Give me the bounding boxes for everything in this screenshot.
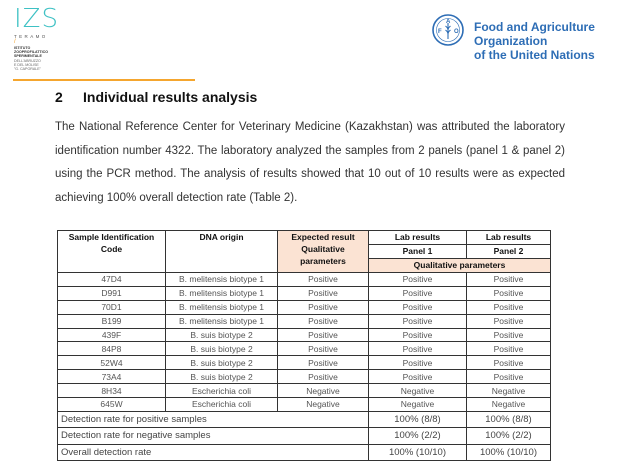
summary-panel-1: 100% (8/8) bbox=[369, 411, 467, 428]
cell-panel-2-result: Positive bbox=[467, 273, 551, 287]
table-row bbox=[58, 384, 551, 398]
section-title: Individual results analysis bbox=[83, 89, 258, 105]
table-row bbox=[58, 273, 551, 287]
cell-expected-result: Positive bbox=[278, 328, 369, 342]
cell-sample-code: 70D1 bbox=[58, 300, 166, 314]
summary-row bbox=[58, 428, 551, 445]
header-qualitative-parameters: Qualitative parameters bbox=[369, 259, 551, 273]
izs-name-line: ZOOPROFILATTICO bbox=[14, 50, 49, 55]
cell-panel-2-result: Positive bbox=[467, 370, 551, 384]
fao-emblem-letters: F bbox=[438, 29, 442, 35]
fao-name bbox=[474, 20, 623, 62]
izs-institute-name bbox=[14, 46, 74, 71]
izs-logo-mark: IZS bbox=[14, 4, 59, 34]
summary-panel-2: 100% (8/8) bbox=[467, 411, 551, 428]
cell-panel-2-result: Positive bbox=[467, 356, 551, 370]
izs-name-line: E DEL MOLISE bbox=[14, 62, 39, 67]
summary-panel-1: 100% (2/2) bbox=[369, 428, 467, 445]
cell-sample-code: 73A4 bbox=[58, 370, 166, 384]
header-lab-results-2: Lab results bbox=[467, 231, 551, 245]
table-row bbox=[58, 370, 551, 384]
cell-expected-result: Positive bbox=[278, 342, 369, 356]
summary-label: Detection rate for positive samples bbox=[58, 411, 369, 428]
header-panel-2: Panel 2 bbox=[467, 245, 551, 259]
cell-dna-origin: B. suis biotype 2 bbox=[166, 342, 278, 356]
table-row bbox=[58, 356, 551, 370]
body-paragraph: The National Reference Center for Veterinary Medicine (Kazakhstan) was attributed the laboratory identification number 4322. The laboratory analyzed the samples from 2 panels (panel 1 & panel 2) using the PCR method. The analysis of results showed that 10 out of 10 results were as expected achieving 100% overall detection rate (Table 2). bbox=[55, 121, 565, 204]
cell-dna-origin: Escherichia coli bbox=[166, 384, 278, 398]
header-expected-result: Expected result Qualitative parameters bbox=[278, 231, 369, 273]
cell-dna-origin: B. suis biotype 2 bbox=[166, 356, 278, 370]
cell-panel-2-result: Positive bbox=[467, 328, 551, 342]
header-divider bbox=[13, 79, 195, 81]
izs-logo-slash-icon: / bbox=[14, 39, 16, 45]
cell-expected-result: Positive bbox=[278, 370, 369, 384]
cell-panel-1-result: Positive bbox=[369, 328, 467, 342]
izs-name-line: ISTITUTO bbox=[14, 46, 31, 50]
summary-row bbox=[58, 444, 551, 461]
cell-sample-code: 52W4 bbox=[58, 356, 166, 370]
cell-expected-result: Positive bbox=[278, 314, 369, 328]
cell-dna-origin: B. melitensis biotype 1 bbox=[166, 314, 278, 328]
cell-panel-2-result: Positive bbox=[467, 286, 551, 300]
izs-name-line: "G. CAPORALE" bbox=[14, 67, 41, 72]
cell-dna-origin: B. melitensis biotype 1 bbox=[166, 286, 278, 300]
cell-expected-result: Positive bbox=[278, 356, 369, 370]
fao-name-line2: of the United Nations bbox=[474, 48, 595, 62]
cell-panel-1-result: Positive bbox=[369, 273, 467, 287]
izs-name-line: SPERIMENTALE bbox=[14, 54, 42, 59]
section-number: 2 bbox=[55, 89, 63, 105]
cell-panel-1-result: Positive bbox=[369, 286, 467, 300]
cell-sample-code: 439F bbox=[58, 328, 166, 342]
cell-expected-result: Positive bbox=[278, 273, 369, 287]
cell-panel-1-result: Positive bbox=[369, 342, 467, 356]
table-row bbox=[58, 314, 551, 328]
cell-expected-result: Positive bbox=[278, 286, 369, 300]
cell-panel-1-result: Positive bbox=[369, 356, 467, 370]
summary-label: Detection rate for negative samples bbox=[58, 428, 369, 445]
cell-dna-origin: B. suis biotype 2 bbox=[166, 370, 278, 384]
cell-panel-1-result: Positive bbox=[369, 300, 467, 314]
svg-text:O: O bbox=[454, 29, 459, 35]
results-table bbox=[57, 230, 551, 461]
summary-panel-2: 100% (10/10) bbox=[467, 444, 551, 461]
cell-panel-1-result: Positive bbox=[369, 314, 467, 328]
izs-logo-city: TERAMO bbox=[14, 34, 48, 39]
cell-panel-1-result: Negative bbox=[369, 398, 467, 412]
cell-panel-1-result: Positive bbox=[369, 370, 467, 384]
cell-dna-origin: B. melitensis biotype 1 bbox=[166, 273, 278, 287]
cell-panel-2-result: Positive bbox=[467, 314, 551, 328]
table-row bbox=[58, 300, 551, 314]
table-row bbox=[58, 286, 551, 300]
cell-panel-2-result: Positive bbox=[467, 342, 551, 356]
cell-sample-code: 645W bbox=[58, 398, 166, 412]
header-dna-origin: DNA origin bbox=[166, 231, 278, 273]
summary-row bbox=[58, 411, 551, 428]
cell-panel-2-result: Positive bbox=[467, 300, 551, 314]
cell-dna-origin: B. suis biotype 2 bbox=[166, 328, 278, 342]
fao-emblem-icon bbox=[432, 14, 464, 46]
summary-label: Overall detection rate bbox=[58, 444, 369, 461]
table-row bbox=[58, 398, 551, 412]
summary-panel-2: 100% (2/2) bbox=[467, 428, 551, 445]
cell-sample-code: B199 bbox=[58, 314, 166, 328]
cell-panel-1-result: Negative bbox=[369, 384, 467, 398]
izs-name-line: DELL'ABRUZZO bbox=[14, 58, 41, 63]
cell-expected-result: Negative bbox=[278, 384, 369, 398]
header-sample-code: Sample Identification Code bbox=[58, 231, 166, 273]
summary-panel-1: 100% (10/10) bbox=[369, 444, 467, 461]
table-row bbox=[58, 342, 551, 356]
cell-expected-result: Positive bbox=[278, 300, 369, 314]
svg-text:A: A bbox=[446, 19, 451, 25]
cell-sample-code: 84P8 bbox=[58, 342, 166, 356]
table-row bbox=[58, 328, 551, 342]
cell-sample-code: 8H34 bbox=[58, 384, 166, 398]
cell-dna-origin: B. melitensis biotype 1 bbox=[166, 300, 278, 314]
cell-expected-result: Negative bbox=[278, 398, 369, 412]
cell-sample-code: D991 bbox=[58, 286, 166, 300]
fao-name-line1: Food and Agriculture Organization bbox=[474, 20, 595, 48]
izs-logo bbox=[14, 6, 74, 71]
cell-dna-origin: Escherichia coli bbox=[166, 398, 278, 412]
section-heading bbox=[55, 89, 257, 105]
cell-panel-2-result: Negative bbox=[467, 398, 551, 412]
header-panel-1: Panel 1 bbox=[369, 245, 467, 259]
header-lab-results-1: Lab results bbox=[369, 231, 467, 245]
cell-panel-2-result: Negative bbox=[467, 384, 551, 398]
cell-sample-code: 47D4 bbox=[58, 273, 166, 287]
